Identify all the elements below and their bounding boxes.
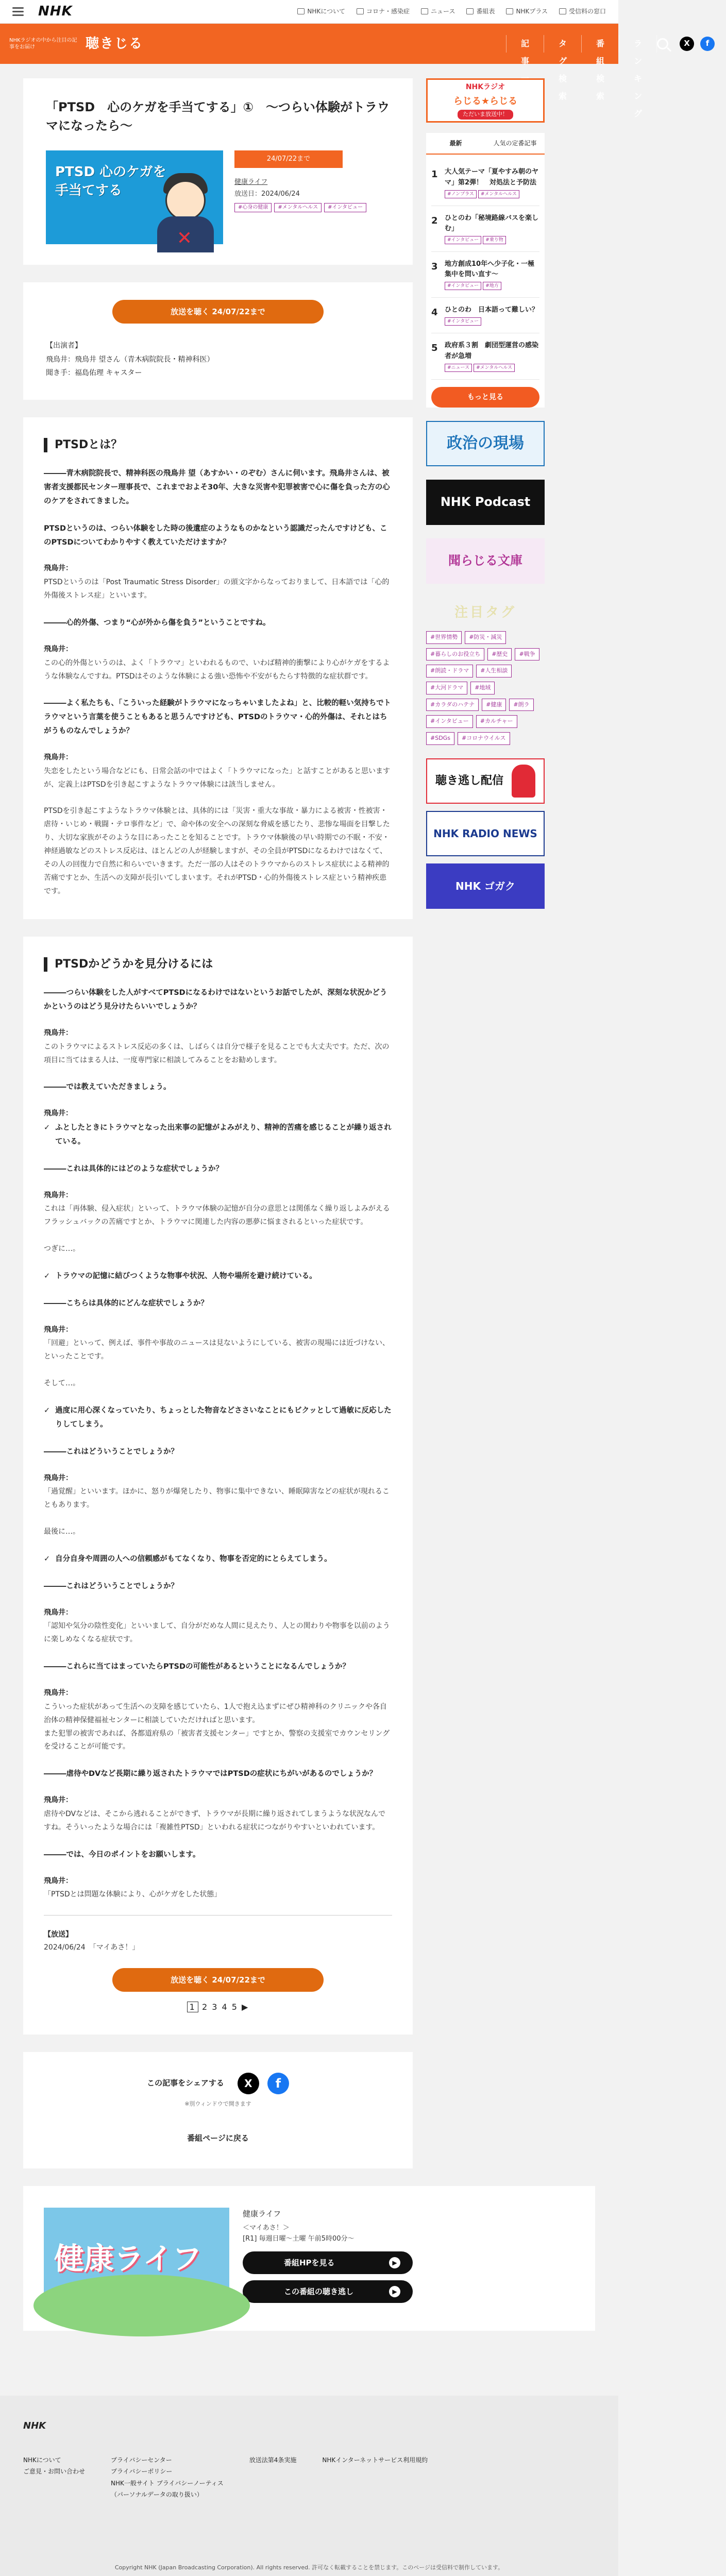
nav-tag-search[interactable]: タグ検索: [544, 35, 581, 53]
footer-links: [23, 2455, 595, 2501]
tag-link[interactable]: #コロナウイルス: [458, 732, 510, 745]
answer: 失恋をしたという場合などにも、日常会話の中ではよく「トラウマになった」と話すことがあると思いますが、定義上はPTSDを引き起こすようなトラウマ体験には該当しません。: [44, 767, 390, 789]
tag-link[interactable]: #地域: [470, 682, 495, 694]
footer: [0, 2396, 618, 2576]
speaker-label: 飛鳥井：: [44, 564, 73, 573]
question: ―――これはどういうことでしょうか？: [44, 1447, 178, 1456]
info-icon: [297, 8, 305, 14]
tag-link[interactable]: #戦争: [515, 648, 539, 661]
footer-link[interactable]: NHKインターネットサービス利用規約: [322, 2456, 428, 2464]
site-logo-sub: NHKラジオの中から注目の記事をお届け: [9, 38, 77, 50]
tag-link[interactable]: #朗ラ: [509, 699, 533, 711]
hamburger-menu-icon[interactable]: [12, 5, 24, 18]
answer: PTSDというのは「Post Traumatic Stress Disorder」の頭文字からなっておりまして、日本語では「心的外傷後ストレス症」といいます。: [44, 578, 390, 600]
radiru-banner[interactable]: NHKラジオ らじる★らじる ただいま放送中！: [426, 78, 545, 123]
answer: 「PTSDとは問題な体験により、心がケガをした状態」: [44, 1888, 392, 1916]
politics-banner[interactable]: 政治の現場: [426, 421, 545, 466]
section-heading: PTSDかどうかを見分けるには: [44, 957, 392, 972]
tag-link[interactable]: #歴史: [487, 648, 512, 661]
program-name: 健康ライフ: [243, 2209, 281, 2219]
arrow-right-icon: ▶: [389, 2257, 400, 2268]
article-title: 「PTSD 心のケガを手当てする」① ～つらい体験がトラウマになったら～: [46, 100, 390, 133]
character-icon: [512, 765, 535, 798]
interview-intro: ―――青木病院院長で、精神科医の飛鳥井 望（あすかい・のぞむ）さんに伺います。飛鳥井さんは、被害者支援都民センター理事長で、これまでおよそ30年、大きな災害や犯罪被害で心に傷を負った方の心のケアをされてきました。: [44, 469, 390, 505]
top-links: [297, 6, 606, 16]
answer: PTSDを引き起こすようなトラウマ体験とは、具体的には「災害・重大な事故・暴力による被害・性被害・虐待・いじめ・戦闘・テロ事件など」で、命や体の安全への深刻な脅威を感じたり、悲惨な場面を目撃したり、大切な家族がそのような目にあったことを知ることです。トラウマ体験後の早い時期での不眠・不安・神経過敏などのストレス反応は、ほとんどの人が経験しますが、その全員がPTSDになるわけではなくて、その人の回復力で自然に和らいでいきます。ただ一部の人はそのトラウマからのストレス症状による精神的苦痛ですとか、生活への支障が長引いてしまいます。それがPTSD・心的外傷後ストレス症という精神疾患です。: [44, 807, 390, 895]
footer-link[interactable]: NHK一般サイト プライバシーノーティス: [111, 2479, 224, 2487]
tag-link[interactable]: #朗読・ドラマ: [426, 665, 473, 677]
share-card: [23, 2052, 413, 2168]
program-schedule: ＜マイあさ！＞ [R1] 毎週日曜〜土曜 午前5時00分〜: [243, 2224, 354, 2243]
speaker-label: 飛鳥井：: [44, 1608, 73, 1617]
page-links[interactable]: 2 3 4 5 ▶: [201, 2002, 249, 2012]
share-label: この記事をシェアする: [147, 2078, 224, 2088]
page-current: 1: [187, 2002, 198, 2012]
check-icon: ✓: [44, 1406, 50, 1415]
availability-badge: 24/07/22まで: [234, 150, 343, 168]
transition-text: そして…。: [44, 1379, 80, 1388]
check-icon: ✓: [44, 1272, 50, 1280]
top-link-schedule[interactable]: 番組表: [466, 6, 495, 16]
x-share-icon[interactable]: X: [680, 37, 694, 51]
question: PTSDというのは、つらい体験をした時の後遺症のようなものかなという認識だったんですけども、このPTSDについてわかりやすく教えていただけますか？: [44, 524, 387, 547]
play-icon: [506, 8, 513, 14]
top-bar: [0, 0, 618, 24]
footer-link[interactable]: ご意見・お問い合わせ: [23, 2468, 86, 2476]
speaker-label: 飛鳥井：: [44, 1191, 73, 1199]
bandage-icon: ✕: [176, 228, 192, 249]
answer: こういった症状があって生活への支障を感じていたら、1人で抱え込まずにぜひ精神科のクリニックや各自治体の精神保健福祉センターに相談していただければと思います。 また犯罪の被害であれば、各都道府県の「被害者支援センター」ですとか、警察の支援室でカウンセリングを受けることが可能です。: [44, 1702, 390, 1751]
question: ―――つらい体験をした人がすべてPTSDになるわけではないというお話でしたが、深刻な状況かどうかというのはどう見分けたらいいでしょうか？: [44, 989, 387, 1011]
back-to-program-link[interactable]: 番組ページに戻る: [187, 2133, 249, 2143]
thumbnail-face: [165, 180, 206, 221]
tag-link[interactable]: #人生相談: [476, 665, 512, 677]
thumbnail-text: PTSD 心のケガを 手当てする: [55, 164, 166, 199]
ranking-item[interactable]: 1 大人気テーマ「夏やすみ朝のヤマ」第2弾！ 対処法と予防法 #ノンプラス #メンタルヘルス: [431, 160, 539, 206]
tag-link[interactable]: #カラダのハテナ: [426, 699, 479, 711]
answer: このトラウマによるストレス反応の多くは、しばらくは自分で様子を見ることでも大丈夫です。ただ、次の項目に当てはまる人は、一度専門家に相談してみることをお勧めします。: [44, 1042, 390, 1064]
speaker-label: 飛鳥井：: [44, 1109, 73, 1118]
ranking-item[interactable]: 3 地方創成10年へ少子化・一極集中を問い直す～ #インタビュー #地方: [431, 252, 539, 298]
section-heading: PTSDとは？: [44, 438, 392, 453]
question: ―――心的外傷、つまり“心が外から傷を負う”ということですね。: [44, 619, 271, 628]
tag-link[interactable]: #世界情勢: [426, 631, 462, 644]
site-logo[interactable]: [9, 32, 475, 55]
top-link-covid[interactable]: コロナ・感染症: [357, 6, 410, 16]
nav-program-search[interactable]: 番組検索: [581, 35, 619, 53]
question: ―――虐待やDVなど長期に繰り返されたトラウマではPTSDの症状にちがいがあるのでしょうか？: [44, 1770, 377, 1778]
tag-link[interactable]: #暮らしのお役立ち: [426, 648, 484, 661]
question: ―――これらに当てはまっていたらPTSDの可能性があるということになるんでしょうか？: [44, 1663, 350, 1671]
transition-text: 最後に…。: [44, 1528, 80, 1536]
site-logo-main: 聴きじる: [86, 36, 144, 52]
article-header: [23, 78, 413, 265]
search-icon[interactable]: [657, 38, 668, 49]
broadcast-heading: 【放送】: [44, 1930, 73, 1939]
question: ―――では、今日のポイントをお願いします。: [44, 1850, 200, 1859]
cast-list: [46, 339, 390, 380]
gogaku-banner[interactable]: NHK ゴガク: [426, 863, 545, 909]
speaker-label: 飛鳥井：: [44, 753, 73, 761]
tag-link[interactable]: #防災・減災: [465, 631, 506, 644]
check-icon: ✓: [44, 1124, 50, 1132]
ranking-item[interactable]: 4 ひとのわ 日本語って難しい？ #インタビュー: [431, 298, 539, 333]
tag-link[interactable]: #大河ドラマ: [426, 682, 467, 694]
copyright: Copyright NHK (Japan Broadcasting Corporation). All rights reserved. 許可なく転載することを禁じます。このページは受信料で制作しています。: [114, 2564, 504, 2571]
checklist-item: ✓ 過度に用心深くなっていたり、ちょっとした物音などささいなことにもビクッとして過敏に反応したりしてしまう。: [44, 1404, 392, 1432]
share-facebook-icon[interactable]: f: [267, 2073, 289, 2094]
answer: 「過覚醒」といいます。ほかに、怒りが爆発したり、物事に集中できない、睡眠障害などの症状が現れることもあります。: [44, 1487, 390, 1510]
section-what-is-ptsd: [23, 417, 413, 919]
top-link-nhkplus[interactable]: NHKプラス: [506, 6, 548, 16]
tag-link[interactable]: #SDGs: [426, 732, 454, 745]
aired-date: 放送日：2024/06/24: [234, 190, 300, 198]
global-nav: [506, 35, 657, 118]
transition-text: つぎに…。: [44, 1245, 80, 1253]
footer-logo[interactable]: NHK: [23, 2420, 46, 2432]
answer: 虐待やDVなどは、そこから逃れることができず、トラウマが長期に繰り返されてしまうような状況なんですね。そういったような場合には「複雑性PTSD」といわれる症状につながりやすいといわれています。: [44, 1809, 385, 1832]
section-distinguish-ptsd: [23, 937, 413, 2035]
answer: これは「再体験、侵入症状」といって、トラウマ体験の記憶が自分の意思とは関係なく繰り返しよみがえるフラッシュバックの苦痛ですとか、トラウマに関連した内容の悪夢に悩まされるといった症状です。: [44, 1205, 390, 1227]
speaker-label: 飛鳥井：: [44, 1473, 73, 1482]
answer: 「認知や気分の陰性変化」といいまして、自分がだめな人間に見えたり、人との関わりや物事を以前のように楽しめなくなる症状です。: [44, 1622, 390, 1644]
program-catchup-button[interactable]: この番組の聴き逃し ▶: [243, 2280, 413, 2303]
question: ―――これはどういうことでしょうか？: [44, 1582, 178, 1590]
featured-tags-heading: 注目タグ: [454, 604, 516, 620]
listen-card: [23, 282, 413, 400]
program-image: [44, 2208, 229, 2306]
program-banner: [23, 2186, 595, 2331]
nav-ranking[interactable]: ランキング: [619, 35, 657, 53]
tab-popular[interactable]: 人気の定番記事: [493, 140, 537, 147]
footer-link[interactable]: 放送法第4条実施: [249, 2456, 297, 2464]
footer-link[interactable]: プライバシーポリシー: [111, 2468, 173, 2476]
checklist-item: ✓ トラウマの記憶に結びつくような物事や状況、人物や場所を避け続けている。: [44, 1269, 392, 1283]
question: ―――では教えていただきましょう。: [44, 1083, 171, 1092]
top-link-news[interactable]: ニュース: [421, 6, 455, 16]
article-thumbnail: [46, 150, 223, 249]
featured-tags: [426, 631, 545, 745]
bunko-banner[interactable]: 聞らじる文庫: [426, 538, 545, 584]
checklist-item: ✓ 自分自身や周囲の人への信頼感がもてなくなり、物事を否定的にとらえてしまう。: [44, 1552, 392, 1566]
arrow-right-icon: ▶: [389, 2286, 400, 2297]
nhk-logo[interactable]: NHK: [38, 4, 73, 20]
podcast-banner[interactable]: NHK Podcast: [426, 480, 545, 525]
ranking-item[interactable]: 5 政府系３割 劇団型運営の感染者が急増 #ニュース #メンタルヘルス: [431, 333, 539, 379]
broadcast-info: 2024/06/24 「マイあさ！」: [44, 1943, 140, 1952]
checklist-item: ✓ ふとしたときにトラウマとなった出来事の記憶がよみがえり、精神的苦痛を感じることが繰り返されている。: [44, 1121, 392, 1149]
program-hp-button[interactable]: 番組HPを見る ▶: [243, 2251, 413, 2274]
program-image-text: 健康ライフ: [54, 2241, 202, 2277]
tag-link[interactable]: #インタビュー: [426, 715, 473, 728]
article-tags: [234, 203, 390, 212]
schedule-icon: [466, 8, 474, 14]
speaker-label: 飛鳥井：: [44, 645, 73, 653]
footer-link[interactable]: NHKについて: [23, 2456, 61, 2464]
question: ―――こちらは具体的にどんな症状でしょうか？: [44, 1299, 208, 1308]
article-meta: [234, 150, 390, 244]
question: ―――これは具体的にはどのような症状でしょうか？: [44, 1164, 223, 1173]
tag-link[interactable]: #健康: [482, 699, 506, 711]
question: ―――よく私たちも、「こういった経験がトラウマになっちゃいましたよね」と、比較的軽い気持ちでトラウマという言葉を使うこともあると思うんですけども、PTSDのトラウマ・心的外傷は、それとはちがうものなんでしょうか？: [44, 699, 391, 736]
answer: この心的外傷というのは、よく「トラウマ」といわれるもので、いわば精神的衝撃により心がケガをするような体験なんですね。PTSDはそのような体験による強い恐怖や不安がもたらす特徴的な症状群です。: [44, 658, 390, 681]
news-icon: [421, 8, 428, 14]
speaker-label: 飛鳥井：: [44, 1796, 73, 1805]
ranking-box: [426, 133, 545, 408]
top-link-about[interactable]: NHKについて: [297, 6, 345, 16]
check-icon: ✓: [44, 1554, 50, 1563]
nav-articles[interactable]: 記事: [506, 35, 544, 53]
catchup-banner[interactable]: 聴き逃し配信: [426, 758, 545, 804]
tab-latest[interactable]: 最新: [449, 140, 462, 147]
speaker-label: 飛鳥井：: [44, 1876, 73, 1885]
listen-button[interactable]: 放送を聴く 24/07/22まで: [112, 300, 324, 324]
tag-link[interactable]: #インタビュー: [324, 203, 366, 212]
tag-link[interactable]: #カルチャー: [476, 715, 517, 728]
listen-button[interactable]: 放送を聴く 24/07/22まで: [112, 1968, 324, 1992]
top-link-fee[interactable]: 受信料の窓口: [559, 6, 606, 16]
program-link[interactable]: 健康ライフ: [234, 178, 268, 187]
main-column: [23, 78, 413, 2186]
speaker-label: 飛鳥井：: [44, 1028, 73, 1037]
footer-link[interactable]: （パーソナルデータの取り扱い）: [111, 2491, 203, 2499]
speaker-label: 飛鳥井：: [44, 1688, 73, 1697]
cast-item: 飛鳥井：飛鳥井 望さん（青木病院院長・精神科医）: [46, 355, 214, 364]
tag-link[interactable]: #心身の健康: [234, 203, 272, 212]
header-icons: [657, 37, 726, 51]
facebook-icon[interactable]: f: [700, 37, 715, 51]
fee-icon: [559, 8, 566, 14]
footer-link[interactable]: プライバシーセンター: [111, 2456, 172, 2464]
share-note: ※別ウィンドウで開きます: [184, 2100, 251, 2108]
tag-link[interactable]: #メンタルヘルス: [274, 203, 322, 212]
radio-news-banner[interactable]: NHK RADIO NEWS: [426, 811, 545, 856]
medical-icon: [357, 8, 364, 14]
more-button[interactable]: もっと見る: [431, 387, 539, 408]
cast-heading: 【出演者】: [46, 342, 82, 350]
ranking-item[interactable]: 2 ひとのわ「秘境路線バスを楽しむ」 #インタビュー #乗り物: [431, 206, 539, 252]
sidebar: [426, 78, 545, 2186]
share-x-icon[interactable]: X: [238, 2073, 259, 2094]
answer: 「回避」といって、例えば、事件や事故のニュースは見ないようにしている、被害の現場には近づけない、といったことです。: [44, 1339, 390, 1361]
cast-item: 聞き手：福島佑理 キャスター: [46, 369, 142, 378]
speaker-label: 飛鳥井：: [44, 1325, 73, 1334]
pagination: [44, 2000, 392, 2014]
